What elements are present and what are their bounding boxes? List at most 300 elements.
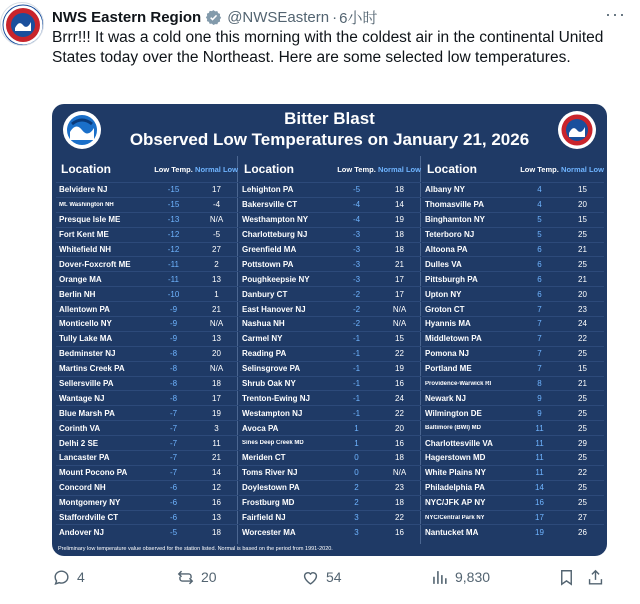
post-header: [52, 6, 630, 28]
location-cell: Andover NJ: [59, 527, 104, 537]
reply-icon: [52, 568, 71, 587]
location-cell: Whitefield NH: [59, 245, 111, 254]
table-row: [56, 405, 238, 420]
normal-low-cell: 21: [212, 304, 221, 314]
location-cell: Reading PA: [242, 349, 287, 359]
normal-low-cell: 11: [212, 438, 221, 448]
low-temp-cell: -7: [169, 468, 178, 478]
table-row: [56, 256, 238, 271]
low-temp-cell: -9: [169, 304, 178, 314]
location-cell: Charlottesville VA: [425, 438, 493, 448]
table-row: [239, 346, 421, 361]
table-row: [56, 524, 238, 539]
table-row: [422, 256, 604, 271]
location-cell: Middletown PA: [425, 334, 482, 344]
low-temp-cell: -13: [167, 215, 180, 225]
low-temp-cell: -7: [169, 423, 178, 433]
normal-low-cell: 17: [395, 289, 404, 299]
views-button[interactable]: [430, 568, 490, 587]
view-count: 9,830: [455, 569, 491, 585]
table-row: [239, 227, 421, 242]
low-temp-cell: 7: [537, 319, 542, 329]
table-row: [239, 256, 421, 271]
normal-low-cell: 17: [395, 274, 404, 284]
table-row: [56, 316, 238, 331]
location-cell: Trenton-Ewing NJ: [242, 393, 310, 403]
location-cell: Sines Deep Creek MD: [242, 440, 304, 447]
location-cell: Providence-Warwick RI: [425, 380, 492, 387]
location-cell: Presque Isle ME: [59, 215, 121, 225]
normal-low-cell: 19: [395, 364, 404, 374]
normal-low-cell: 14: [395, 200, 404, 210]
table-row: [239, 420, 421, 435]
header-low-temp: Low Temp.: [154, 164, 193, 174]
table-row: [239, 524, 421, 539]
location-cell: Baltimore (BWI) MD: [425, 425, 481, 432]
low-temp-cell: -15: [167, 200, 180, 210]
card-title: Bitter Blast: [284, 109, 375, 128]
verified-badge-icon: [205, 9, 222, 26]
location-cell: Westampton NJ: [242, 408, 303, 418]
table-row: [239, 242, 421, 257]
table-row: [239, 480, 421, 495]
table-row: [56, 301, 238, 316]
normal-low-cell: 22: [395, 349, 404, 359]
low-temp-cell: -1: [352, 349, 361, 359]
table-row: [56, 450, 238, 465]
table-row: [56, 197, 238, 212]
normal-low-cell: 26: [578, 527, 587, 537]
temperature-table-2: [239, 156, 421, 539]
location-cell: NYC/Central Park NY: [425, 514, 485, 521]
normal-low-cell: 25: [578, 423, 587, 433]
low-temp-cell: -6: [169, 498, 178, 508]
location-cell: Concord NH: [59, 483, 106, 493]
low-temp-cell: 6: [537, 259, 542, 269]
normal-low-cell: 18: [395, 453, 404, 463]
low-temp-cell: 6: [537, 245, 542, 254]
table-row: [422, 301, 604, 316]
normal-low-cell: 16: [212, 498, 221, 508]
normal-low-cell: 20: [578, 289, 587, 299]
location-cell: Wantage NJ: [59, 393, 105, 403]
normal-low-cell: 25: [578, 408, 587, 418]
table-row: [56, 390, 238, 405]
table-row: [422, 450, 604, 465]
location-cell: Binghamton NY: [425, 215, 485, 225]
reply-button[interactable]: [52, 568, 85, 587]
temperature-table-3: [422, 156, 604, 539]
normal-low-cell: 22: [578, 334, 587, 344]
normal-low-cell: 16: [395, 438, 404, 448]
low-temp-cell: 14: [535, 483, 544, 493]
low-temp-cell: -4: [352, 200, 361, 210]
location-cell: Lehighton PA: [242, 185, 294, 195]
low-temp-cell: 5: [537, 215, 542, 225]
low-temp-cell: -1: [352, 408, 361, 418]
low-temp-cell: 8: [537, 379, 542, 389]
normal-low-cell: N/A: [209, 319, 224, 329]
location-cell: Avoca PA: [242, 423, 279, 433]
table-row: [422, 316, 604, 331]
low-temp-cell: 7: [537, 349, 542, 359]
location-cell: East Hanover NJ: [242, 304, 306, 314]
normal-low-cell: 25: [578, 483, 587, 493]
low-temp-cell: 9: [537, 408, 542, 418]
low-temp-cell: -1: [352, 379, 361, 389]
location-cell: Lancaster PA: [59, 453, 110, 463]
location-cell: Charlotteburg NJ: [242, 230, 308, 240]
location-cell: Pittsburgh PA: [425, 274, 478, 284]
like-icon: [301, 568, 320, 587]
table-row: [422, 524, 604, 539]
low-temp-cell: -6: [169, 483, 178, 493]
location-cell: Upton NY: [425, 289, 462, 299]
separator-dot: ·: [332, 8, 338, 26]
normal-low-cell: 15: [395, 334, 404, 344]
normal-low-cell: 14: [212, 468, 221, 478]
location-cell: Sellersville PA: [59, 379, 114, 389]
normal-low-cell: N/A: [392, 319, 407, 329]
normal-low-cell: 17: [212, 185, 221, 195]
location-cell: Hyannis MA: [425, 319, 471, 329]
location-cell: Frostburg MD: [242, 498, 295, 508]
location-cell: Mt. Washington NH: [59, 201, 114, 208]
low-temp-cell: -4: [352, 215, 361, 225]
table-row: [239, 182, 421, 197]
low-temp-cell: -12: [167, 230, 180, 240]
table-row: [56, 242, 238, 257]
location-cell: Berlin NH: [59, 289, 96, 299]
location-cell: Belvidere NJ: [59, 185, 108, 195]
low-temp-cell: -2: [352, 289, 361, 299]
low-temp-cell: 19: [535, 527, 544, 537]
normal-low-cell: 13: [212, 513, 221, 523]
location-cell: Fort Kent ME: [59, 230, 109, 240]
footnote: Preliminary low temperature value observed for the station listed. Normal is based on the period from 1991-2020.: [58, 546, 333, 552]
location-cell: Martins Creek PA: [59, 364, 125, 374]
low-temp-cell: -1: [352, 364, 361, 374]
action-bar: [52, 566, 630, 588]
table-row: [239, 435, 421, 450]
normal-low-cell: N/A: [392, 468, 407, 478]
table-row: [422, 420, 604, 435]
table-row: [56, 271, 238, 286]
post-text: Brrr!!! It was a cold one this morning with the coldest air in the continental United States today over the Northeast. Here are some selected low temperatures.: [52, 29, 604, 66]
location-cell: Meriden CT: [242, 453, 286, 463]
low-temp-cell: -8: [169, 379, 178, 389]
share-button[interactable]: [586, 568, 611, 587]
location-cell: Greenfield MA: [242, 245, 297, 254]
table-row: [56, 420, 238, 435]
low-temp-cell: -7: [169, 408, 178, 418]
normal-low-cell: 21: [212, 453, 221, 463]
header-location: Location: [61, 162, 111, 176]
location-cell: Danbury CT: [242, 289, 288, 299]
location-cell: Pomona NJ: [425, 349, 470, 359]
low-temp-cell: -8: [169, 393, 178, 403]
table-row: [56, 495, 238, 510]
normal-low-cell: 18: [395, 245, 404, 254]
low-temp-cell: -10: [167, 289, 180, 299]
location-cell: Newark NJ: [425, 393, 466, 403]
low-temp-cell: -12: [167, 245, 180, 254]
location-cell: Poughkeepsie NY: [242, 274, 310, 284]
table-row: [422, 361, 604, 376]
low-temp-cell: 0: [354, 453, 359, 463]
retweet-icon: [176, 568, 195, 587]
low-temp-cell: 3: [354, 513, 359, 523]
normal-low-cell: N/A: [209, 364, 224, 374]
low-temp-cell: 0: [354, 468, 359, 478]
table-row: [56, 435, 238, 450]
normal-low-cell: 24: [395, 393, 404, 403]
low-temp-cell: 1: [354, 438, 359, 448]
location-cell: Bedminster NJ: [59, 349, 116, 359]
location-cell: Shrub Oak NY: [242, 379, 296, 389]
normal-low-cell: 24: [578, 319, 587, 329]
location-cell: Delhi 2 SE: [59, 438, 99, 448]
table-row: [422, 331, 604, 346]
low-temp-cell: -3: [352, 259, 361, 269]
low-temp-cell: 7: [537, 364, 542, 374]
normal-low-cell: 18: [395, 230, 404, 240]
normal-low-cell: 2: [214, 259, 219, 269]
table-row: [422, 242, 604, 257]
low-temp-cell: 6: [537, 274, 542, 284]
low-temp-cell: 6: [537, 289, 542, 299]
location-cell: Bakersville CT: [242, 200, 298, 210]
normal-low-cell: N/A: [209, 215, 224, 225]
table-row: [422, 480, 604, 495]
low-temp-cell: -2: [352, 304, 361, 314]
reply-count: 4: [77, 569, 85, 585]
views-icon: [430, 568, 449, 587]
table-row: [239, 316, 421, 331]
low-temp-cell: 2: [354, 498, 359, 508]
low-temp-cell: -7: [169, 438, 178, 448]
normal-low-cell: 22: [578, 468, 587, 478]
low-temp-cell: -9: [169, 334, 178, 344]
normal-low-cell: 18: [212, 527, 221, 537]
table-row: [422, 510, 604, 525]
low-temp-cell: 17: [535, 513, 544, 523]
low-temp-cell: 1: [354, 423, 359, 433]
location-cell: Carmel NY: [242, 334, 283, 344]
table-row: [239, 510, 421, 525]
table-row: [422, 286, 604, 301]
card-subtitle: Observed Low Temperatures on January 21, 2026: [129, 130, 530, 149]
table-row: [56, 182, 238, 197]
normal-low-cell: 13: [212, 334, 221, 344]
low-temp-cell: -3: [352, 274, 361, 284]
low-temp-cell: -5: [352, 185, 361, 195]
table-row: [56, 346, 238, 361]
location-cell: Allentown PA: [59, 304, 110, 314]
normal-low-cell: 15: [578, 215, 587, 225]
location-cell: Mount Pocono PA: [59, 468, 128, 478]
normal-low-cell: 20: [578, 200, 587, 210]
bookmark-button[interactable]: [557, 568, 582, 587]
low-temp-cell: 4: [537, 200, 542, 210]
location-cell: Nashua NH: [242, 319, 285, 329]
low-temp-cell: 11: [535, 438, 544, 448]
temperature-graphic[interactable]: [52, 104, 607, 556]
normal-low-cell: 21: [395, 259, 404, 269]
location-cell: Worcester MA: [242, 527, 296, 537]
location-cell: Blue Marsh PA: [59, 408, 115, 418]
author-handle[interactable]: @NWSEastern: [227, 8, 330, 26]
header-normal-low: Normal Low: [378, 164, 421, 174]
normal-low-cell: 19: [212, 408, 221, 418]
location-cell: Selinsgrove PA: [242, 364, 301, 374]
table-row: [239, 286, 421, 301]
normal-low-cell: 23: [395, 483, 404, 493]
table-row: [56, 465, 238, 480]
location-cell: Doylestown PA: [242, 483, 300, 493]
table-row: [56, 227, 238, 242]
header-low-temp: Low Temp.: [337, 164, 376, 174]
low-temp-cell: 4: [537, 185, 542, 195]
normal-low-cell: 16: [395, 379, 404, 389]
location-cell: Toms River NJ: [242, 468, 298, 478]
normal-low-cell: 27: [212, 245, 221, 254]
normal-low-cell: 12: [212, 483, 221, 493]
author-name[interactable]: NWS Eastern Region: [52, 8, 202, 26]
low-temp-cell: -15: [167, 185, 180, 195]
low-temp-cell: 7: [537, 304, 542, 314]
bookmark-icon: [557, 568, 576, 587]
normal-low-cell: N/A: [392, 304, 407, 314]
table-row: [239, 450, 421, 465]
normal-low-cell: 25: [578, 453, 587, 463]
normal-low-cell: 17: [212, 393, 221, 403]
location-cell: Dulles VA: [425, 259, 462, 269]
table-row: [239, 331, 421, 346]
header-normal-low: Normal Low: [195, 164, 238, 174]
low-temp-cell: -2: [352, 319, 361, 329]
post-time[interactable]: 6小时: [339, 9, 378, 27]
normal-low-cell: 20: [212, 349, 221, 359]
nws-logo: [557, 110, 597, 150]
table-row: [56, 331, 238, 346]
normal-low-cell: 25: [578, 498, 587, 508]
normal-low-cell: 15: [578, 185, 587, 195]
normal-low-cell: 27: [578, 513, 587, 523]
location-cell: Nantucket MA: [425, 527, 479, 537]
like-button[interactable]: [301, 568, 342, 587]
location-cell: NYC/JFK AP NY: [425, 498, 486, 508]
normal-low-cell: 18: [212, 379, 221, 389]
location-cell: Tully Lake MA: [59, 334, 113, 344]
table-row: [422, 495, 604, 510]
location-cell: Fairfield NJ: [242, 513, 286, 523]
table-row: [422, 212, 604, 227]
table-row: [422, 197, 604, 212]
table-row: [239, 465, 421, 480]
table-row: [56, 376, 238, 391]
normal-low-cell: 23: [578, 304, 587, 314]
table-row: [239, 197, 421, 212]
normal-low-cell: -4: [212, 200, 221, 210]
low-temp-cell: 11: [535, 468, 544, 478]
low-temp-cell: 5: [537, 230, 542, 240]
location-cell: Pottstown PA: [242, 259, 294, 269]
location-cell: Dover-Foxcroft ME: [59, 259, 131, 269]
low-temp-cell: 3: [354, 527, 359, 537]
location-cell: Teterboro NJ: [425, 230, 475, 240]
header-low-temp: Low Temp.: [520, 164, 559, 174]
table-header: [422, 156, 604, 182]
table-header: [239, 156, 421, 182]
location-cell: Montgomery NY: [59, 498, 121, 508]
table-row: [239, 271, 421, 286]
table-row: [239, 390, 421, 405]
table-row: [56, 361, 238, 376]
low-temp-cell: -1: [352, 393, 361, 403]
low-temp-cell: -3: [352, 230, 361, 240]
normal-low-cell: 18: [395, 498, 404, 508]
normal-low-cell: 25: [578, 349, 587, 359]
low-temp-cell: -8: [169, 349, 178, 359]
location-cell: Thomasville PA: [425, 200, 484, 210]
like-count: 54: [326, 569, 342, 585]
location-cell: Philadelphia PA: [425, 483, 485, 493]
low-temp-cell: 9: [537, 393, 542, 403]
normal-low-cell: 15: [578, 364, 587, 374]
normal-low-cell: 25: [578, 230, 587, 240]
table-row: [239, 301, 421, 316]
table-row: [422, 435, 604, 450]
low-temp-cell: 11: [535, 423, 544, 433]
normal-low-cell: 3: [214, 423, 219, 433]
normal-low-cell: 16: [395, 527, 404, 537]
nws-logo-avatar[interactable]: [0, 2, 44, 46]
location-cell: Groton CT: [425, 304, 465, 314]
low-temp-cell: -7: [169, 453, 178, 463]
location-cell: Corinth VA: [59, 423, 101, 433]
table-row: [56, 212, 238, 227]
normal-low-cell: 1: [214, 289, 219, 299]
low-temp-cell: -3: [352, 245, 361, 254]
normal-low-cell: 25: [578, 259, 587, 269]
normal-low-cell: 29: [578, 438, 587, 448]
low-temp-cell: 11: [535, 453, 544, 463]
low-temp-cell: -5: [169, 527, 178, 537]
low-temp-cell: 2: [354, 483, 359, 493]
repost-count: 20: [201, 569, 217, 585]
temperature-table-1: [56, 156, 238, 539]
table-row: [56, 510, 238, 525]
normal-low-cell: 21: [578, 245, 587, 254]
normal-low-cell: 20: [395, 423, 404, 433]
table-row: [422, 390, 604, 405]
repost-button[interactable]: [176, 568, 217, 587]
low-temp-cell: -1: [352, 334, 361, 344]
location-cell: Orange MA: [59, 274, 102, 284]
table-row: [422, 376, 604, 391]
location-cell: Westhampton NY: [242, 215, 309, 225]
share-icon: [586, 568, 605, 587]
table-header: [56, 156, 238, 182]
header-normal-low: Normal Low: [561, 164, 604, 174]
table-row: [422, 346, 604, 361]
normal-low-cell: 25: [578, 393, 587, 403]
low-temp-cell: -11: [168, 274, 179, 284]
more-icon[interactable]: ···: [605, 4, 626, 24]
table-row: [239, 212, 421, 227]
normal-low-cell: 22: [395, 513, 404, 523]
